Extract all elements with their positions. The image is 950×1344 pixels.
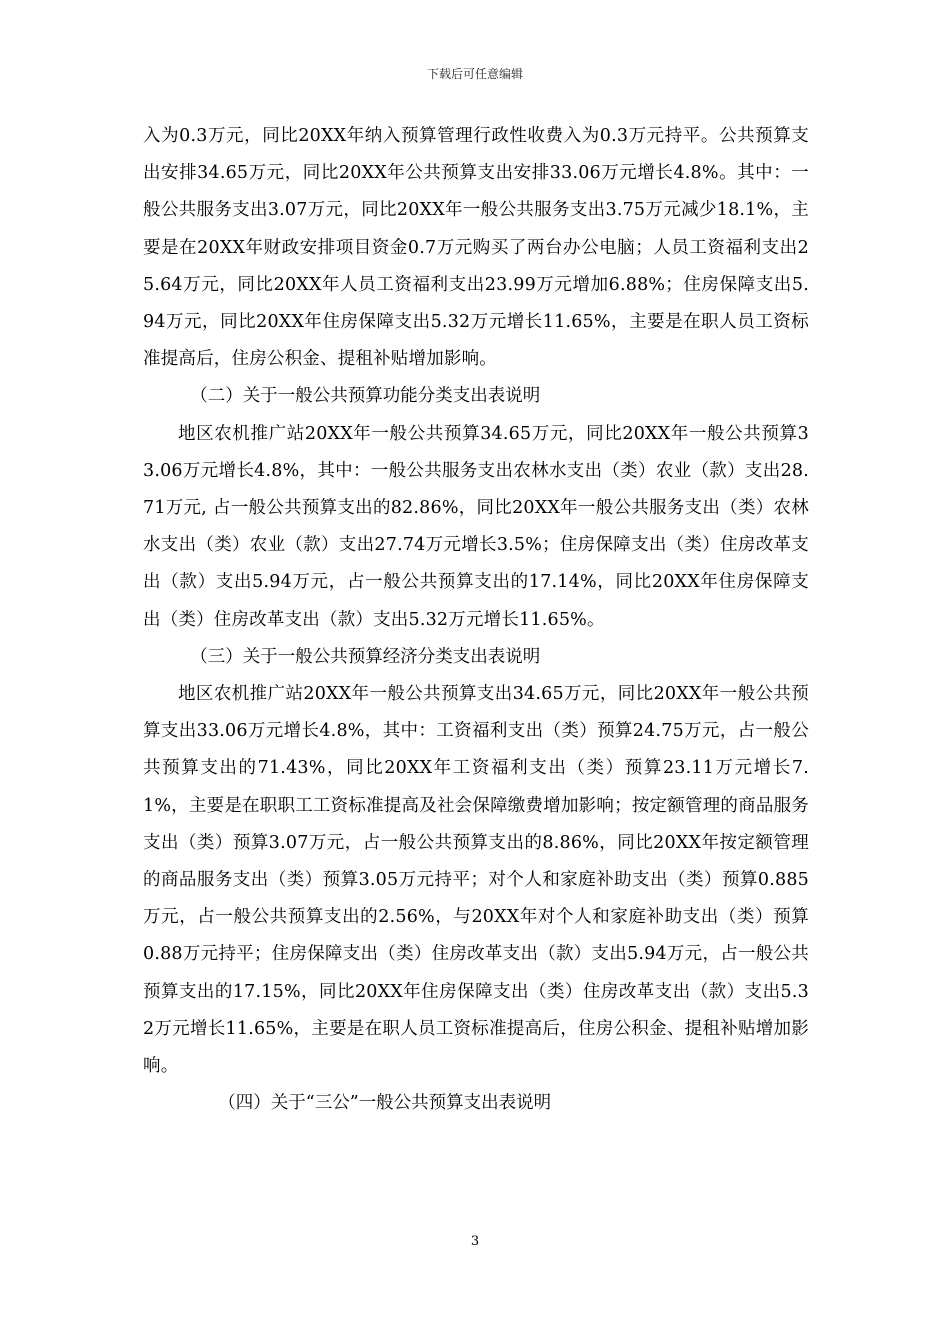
paragraph-functional-classification: 地区农机推广站20XX年一般公共预算34.65万元，同比20XX年一般公共预算33.06万元增长4.8%，其中：一般公共服务支出农林水支出（类）农业（款）支出28.71万元, 占一般公共预算支出的82.86%，同比20XX年一般公共服务支出（类）农林水支出（类）农业（款）支出27.74万元增长3.5%；住房保障支出（类）住房改革支出（款）支出5.94万元，占一般公共预算支出的17.14%，同比20XX年住房保障支出（类）住房改革支出（款）支出5.32万元增长11.65%。	[143, 423, 809, 630]
page-number: 3	[470, 1234, 480, 1249]
header-note: 下载后可任意编辑	[426, 67, 523, 81]
section-heading-three-public-expenses: （四）关于“三公”一般公共预算支出表说明	[218, 1093, 552, 1114]
section-heading-economic-classification: （三）关于一般公共预算经济分类支出表说明	[190, 646, 541, 667]
document-body	[143, 118, 809, 1122]
paragraph-economic-classification: 地区农机推广站20XX年一般公共预算支出34.65万元，同比20XX年一般公共预算支出33.06万元增长4.8%，其中：工资福利支出（类）预算24.75万元，占一般公共预算支出的71.43%，同比20XX年工资福利支出（类）预算23.11万元增长7.1%，主要是在职职工工资标准提高及社会保障缴费增加影响；按定额管理的商品服务支出（类）预算3.07万元，占一般公共预算支出的8.86%，同比20XX年按定额管理的商品服务支出（类）预算3.05万元持平；对个人和家庭补助支出（类）预算0.885万元，占一般公共预算支出的2.56%，与20XX年对个人和家庭补助支出（类）预算0.88万元持平；住房保障支出（类）住房改革支出（款）支出5.94万元，占一般公共预算支出的17.15%，同比20XX年住房保障支出（类）住房改革支出（款）支出5.32万元增长11.65%，主要是在职人员工资标准提高后，住房公积金、提租补贴增加影响。	[143, 684, 809, 1077]
section-heading-functional-classification: （二）关于一般公共预算功能分类支出表说明	[190, 386, 541, 407]
paragraph-budget-summary: 入为0.3万元，同比20XX年纳入预算管理行政性收费入为0.3万元持平。公共预算支出安排34.65万元，同比20XX年公共预算支出安排33.06万元增长4.8%。其中：一般公共服务支出3.07万元，同比20XX年一般公共服务支出3.75万元减少18.1%，主要是在20XX年财政安排项目资金0.7万元购买了两台办公电脑；人员工资福利支出25.64万元，同比20XX年人员工资福利支出23.99万元增加6.88%；住房保障支出5.94万元，同比20XX年住房保障支出5.32万元增长11.65%，主要是在职人员工资标准提高后，住房公积金、提租补贴增加影响。	[143, 126, 809, 370]
